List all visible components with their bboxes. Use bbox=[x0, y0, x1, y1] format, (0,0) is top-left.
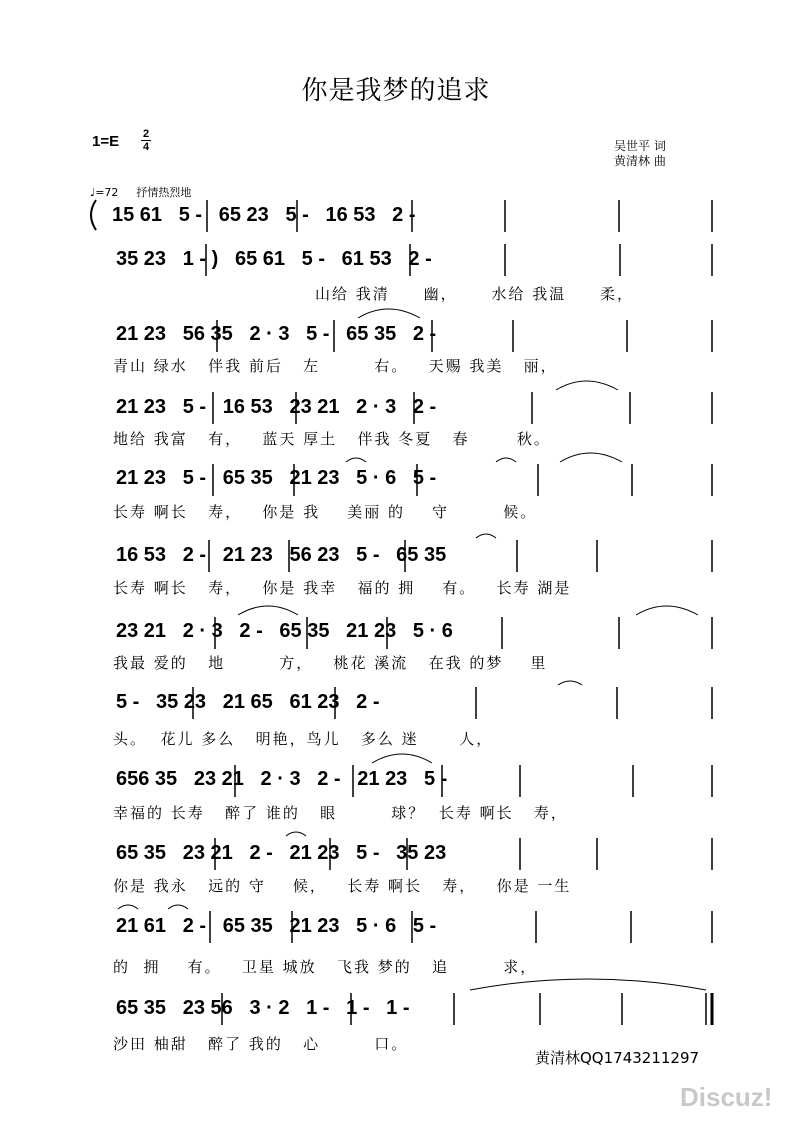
score-row-3-notes: 21 23 56 35 2 · 3 5 - 65 35 2 - bbox=[116, 323, 437, 345]
key-signature: 1=E bbox=[92, 133, 120, 150]
score-row-4-notes: 21 23 5 - 16 53 23 21 2 · 3 2 - bbox=[116, 396, 437, 418]
score-row-11-notes: 21 61 2 - 65 35 21 23 5 · 6 5 - bbox=[116, 915, 437, 937]
score-row-9-lyric: 幸福的 长寿 醉了 谁的 眼 球？ 长寿 啊长 寿， bbox=[113, 804, 568, 822]
lyricist-credit: 吴世平 词 bbox=[614, 139, 666, 153]
score-row-1-notes: 15 61 5 - 65 23 5 - 16 53 2 - bbox=[112, 204, 416, 226]
time-signature-top: 2 bbox=[142, 128, 150, 140]
score-row-6-lyric: 长寿 啊长 寿， 你是 我幸 福的 拥 有。 长寿 湖是 bbox=[113, 579, 572, 597]
score-row-10-lyric: 你是 我永 远的 守 候， 长寿 啊长 寿， 你是 一生 bbox=[113, 877, 572, 895]
song-title: 你是我梦的追求 bbox=[301, 76, 491, 106]
score-row-12-lyric: 沙田 柚甜 醉了 我的 心 口。 bbox=[113, 1035, 409, 1053]
score-row-9-notes: 656 35 23 21 2 · 3 2 - 21 23 5 - bbox=[116, 768, 448, 790]
score-row-7-notes: 23 21 2 · 3 2 - 65 35 21 23 5 · 6 bbox=[116, 620, 453, 642]
score-row-4-lyric: 地给 我富 有， 蓝天 厚土 伴我 冬夏 春 秋。 bbox=[113, 430, 551, 448]
score-row-2-notes: 35 23 1 - ) 65 61 5 - 61 53 2 - bbox=[116, 248, 432, 270]
tempo-expression: 抒情热烈地 bbox=[136, 186, 192, 199]
composer-credit: 黄清林 曲 bbox=[614, 154, 666, 168]
score-row-8-notes: 5 - 35 23 21 65 61 23 2 - bbox=[116, 691, 380, 713]
score-row-6-notes: 16 53 2 - 21 23 56 23 5 - 65 35 bbox=[116, 544, 447, 566]
tempo-bpm: ♩=72 bbox=[90, 186, 119, 199]
score-row-2-lyric: 山给 我清 幽， 水给 我温 柔， bbox=[315, 285, 635, 303]
time-signature-bottom: 4 bbox=[142, 141, 150, 153]
score-row-7-lyric: 我最 爱的 地 方， 桃花 溪流 在我 的梦 里 bbox=[113, 654, 548, 672]
score-row-12-notes: 65 35 23 56 3 · 2 1 - 1 - 1 - bbox=[116, 997, 410, 1019]
watermark-logo: Discuz! bbox=[680, 1082, 773, 1112]
score-row-10-notes: 65 35 23 21 2 - 21 23 5 - 35 23 bbox=[116, 842, 447, 864]
score-row-5-lyric: 长寿 啊长 寿， 你是 我 美丽 的 守 候。 bbox=[113, 503, 538, 521]
score-row-11-lyric: 的 拥 有。 卫星 城放 飞我 梦的 追 求， bbox=[113, 958, 538, 976]
score-row-8-lyric: 头。 花儿 多么 明艳，鸟儿 多么 迷 人， bbox=[113, 730, 494, 748]
score-row-5-notes: 21 23 5 - 65 35 21 23 5 · 6 5 - bbox=[116, 467, 437, 489]
arranger-signature: 黄清林QQ1743211297 bbox=[535, 1049, 700, 1067]
score-row-3-lyric: 青山 绿水 伴我 前后 左 右。 天赐 我美 丽， bbox=[113, 357, 558, 375]
